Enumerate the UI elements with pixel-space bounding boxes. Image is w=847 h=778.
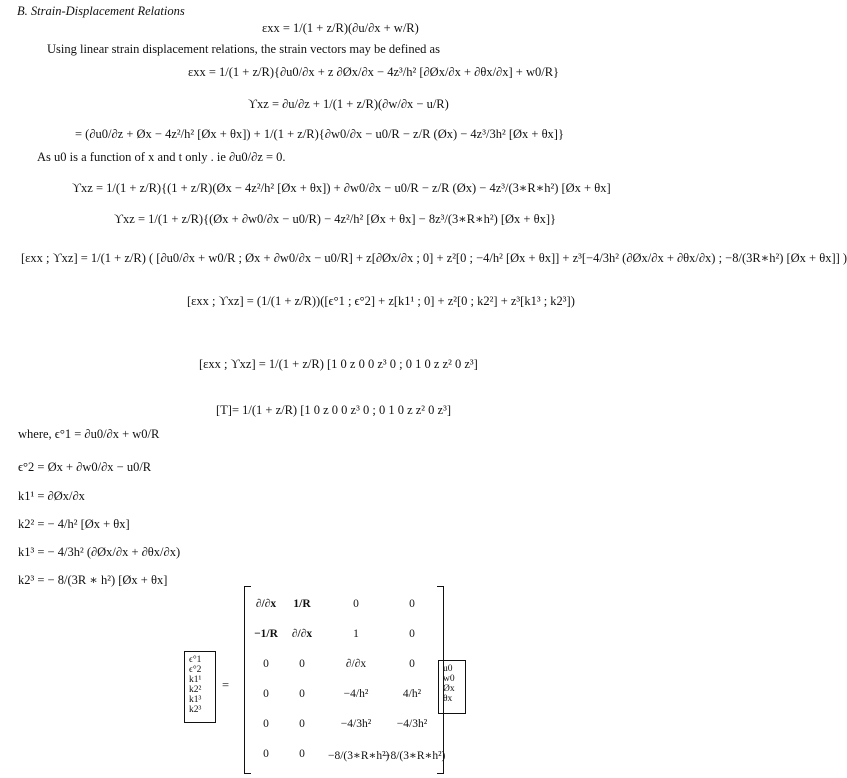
matrix-cell: 1/R	[293, 598, 311, 610]
matrix-cell: 0	[409, 598, 415, 610]
matrix-left-bracket	[244, 586, 251, 774]
equation-line: As u0 is a function of x and t only . ie ∂u0/∂z = 0.	[37, 150, 286, 164]
equation-line: ϒxz = ∂u/∂z + 1/(1 + z/R)(∂w/∂x − u/R)	[248, 97, 449, 111]
equation-line: ϵ°2 = Øx + ∂w0/∂x − u0/R	[18, 460, 152, 474]
matrix-cell: 0	[409, 628, 415, 640]
section-heading: B. Strain-Displacement Relations	[17, 4, 185, 18]
rhs-vector-entries: u0 w0 Øx θx	[443, 664, 455, 704]
matrix-cell: −4/3h²	[396, 718, 428, 730]
matrix-cell: 0	[299, 748, 305, 760]
rhs-vector	[438, 660, 466, 714]
equation-line: [T]= 1/(1 + z/R) [1 0 z 0 0 z³ 0 ; 0 1 0 z z² 0 z³]	[216, 403, 451, 417]
matrix-cell: 0	[263, 688, 269, 700]
equation-line: k1¹ = ∂Øx/∂x	[18, 489, 85, 503]
matrix-cell: 0	[299, 658, 305, 670]
lhs-vector	[184, 651, 216, 723]
equation-line: = (∂u0/∂z + Øx − 4z²/h² [Øx + θx]) + 1/(1 + z/R){∂w0/∂x − u0/R − z/R (Øx) − 4z³/3h² [Øx + θx]}	[75, 127, 564, 141]
matrix-cell: −1/R	[254, 628, 278, 640]
matrix-cell: −8/(3∗R∗h²)	[384, 750, 446, 762]
operator-matrix	[244, 586, 444, 774]
equation-line: ϒxz = 1/(1 + z/R){(1 + z/R)(Øx − 4z²/h² [Øx + θx]) + ∂w0/∂x − u0/R − z/R (Øx) − 4z³/(3∗R∗h²) [Øx + θx]	[72, 181, 611, 195]
matrix-cell: 0	[263, 748, 269, 760]
equation-line: [εxx ; ϒxz] = (1/(1 + z/R))([ϵ°1 ; ϵ°2] + z[k1¹ ; 0] + z²[0 ; k2²] + z³[k1³ ; k2³])	[187, 294, 575, 308]
equation-line: εxx = 1/(1 + z/R)(∂u/∂x + w/R)	[262, 21, 419, 35]
equation-line: k1³ = − 4/3h² (∂Øx/∂x + ∂θx/∂x)	[18, 545, 181, 559]
matrix-cell: 0	[299, 688, 305, 700]
matrix-cell: −4/3h²	[340, 718, 372, 730]
equation-line: where, ϵ°1 = ∂u0/∂x + w0/R	[18, 427, 160, 441]
matrix-cell: 4/h²	[402, 688, 422, 700]
matrix-cell: 0	[353, 598, 359, 610]
matrix-cell: −8/(3∗R∗h²)	[328, 750, 390, 762]
matrix-cell: ∂/∂x	[345, 658, 367, 670]
equals-sign: =	[222, 678, 230, 692]
equation-line: [εxx ; ϒxz] = 1/(1 + z/R) ( [∂u0/∂x + w0/R ; Øx + ∂w0/∂x − u0/R] + z[∂Øx/∂x ; 0] + z²[0 ; −4/h² [Øx + θx]] + z³[−4/3h² (∂Øx/∂x + ∂θx/∂x) ; −8/(3R∗h²) [Øx + θx]] )	[21, 251, 847, 265]
matrix-cell: 0	[263, 718, 269, 730]
matrix-cell: 0	[263, 658, 269, 670]
matrix-cell: 0	[299, 718, 305, 730]
matrix-cell: 1	[353, 628, 359, 640]
matrix-cell: ∂/∂x	[291, 628, 313, 640]
equation-line: ϒxz = 1/(1 + z/R){(Øx + ∂w0/∂x − u0/R) − 4z²/h² [Øx + θx] − 8z³/(3∗R∗h²) [Øx + θx]}	[114, 212, 557, 226]
equation-line: εxx = 1/(1 + z/R){∂u0/∂x + z ∂Øx/∂x − 4z³/h² [∂Øx/∂x + ∂θx/∂x] + w0/R}	[188, 65, 560, 79]
equation-line: k2³ = − 8/(3R ∗ h²) [Øx + θx]	[18, 573, 168, 587]
matrix-cell: −4/h²	[343, 688, 369, 700]
equation-line: Using linear strain displacement relations, the strain vectors may be defined as	[47, 42, 440, 56]
matrix-cell: ∂/∂x	[255, 598, 277, 610]
equation-line: [εxx ; ϒxz] = 1/(1 + z/R) [1 0 z 0 0 z³ 0 ; 0 1 0 z z² 0 z³]	[199, 357, 478, 371]
lhs-vector-entries: ϵ°1 ϵ°2 k1¹ k2² k1³ k2³	[189, 655, 202, 715]
equation-line: k2² = − 4/h² [Øx + θx]	[18, 517, 130, 531]
matrix-cell: 0	[409, 658, 415, 670]
